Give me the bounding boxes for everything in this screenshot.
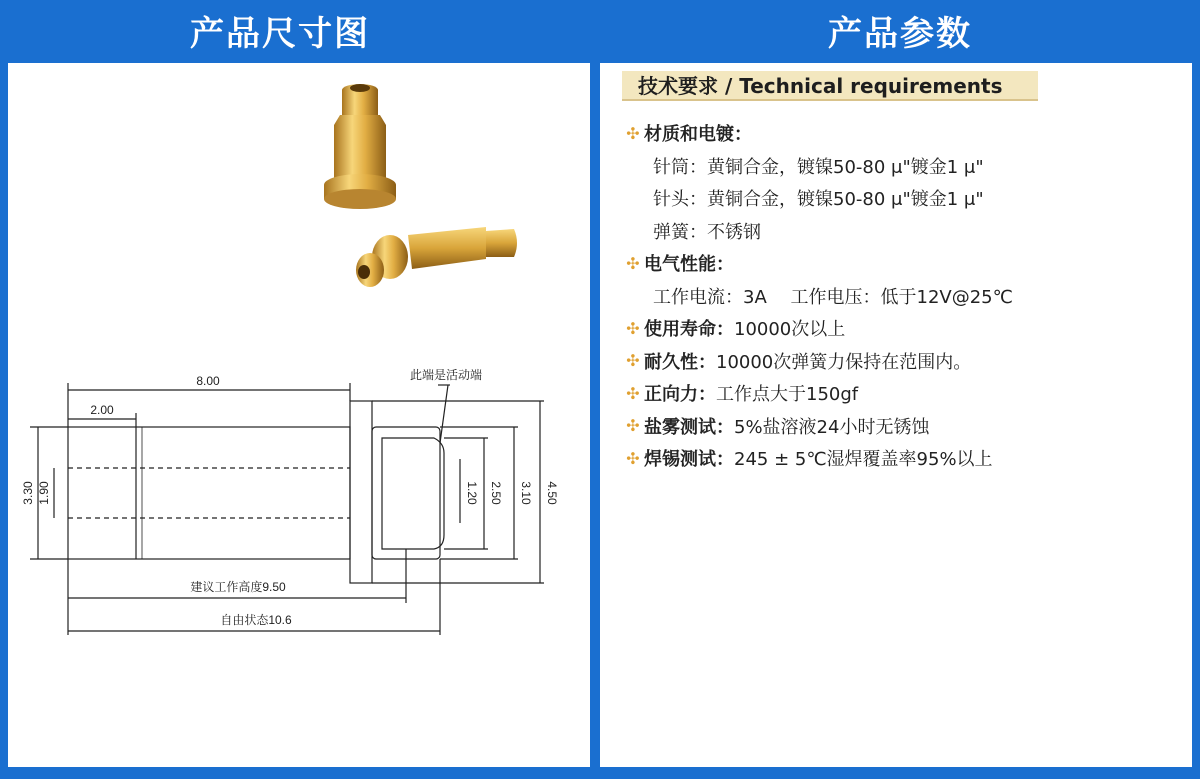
dim-1-20: 1.20 xyxy=(465,481,479,505)
bullet-icon: ✣ xyxy=(626,416,640,436)
spec-spring: 弹簧：不锈钢 xyxy=(653,221,761,243)
spec-life xyxy=(622,312,1182,345)
dimension-panel xyxy=(8,63,590,767)
bullet-icon: ✣ xyxy=(626,383,640,403)
spec-durability xyxy=(622,345,1182,378)
technical-drawing xyxy=(30,383,544,635)
spec-value: 10000次弹簧力保持在范围内。 xyxy=(716,351,972,373)
spec-label: 盐雾测试： xyxy=(644,416,734,438)
spec-force xyxy=(622,377,1182,410)
spec-value: 工作点大于150gf xyxy=(716,384,859,406)
bullet-icon: ✣ xyxy=(626,253,640,273)
spec-electrical xyxy=(622,247,1182,280)
dim-1-90: 1.90 xyxy=(37,481,51,505)
spec-value: 10000次以上 xyxy=(734,319,846,341)
bullet-icon: ✣ xyxy=(626,123,640,143)
spec-list xyxy=(622,117,1182,475)
dim-2-50: 2.50 xyxy=(489,481,503,505)
bullet-icon: ✣ xyxy=(626,318,640,338)
spec-value: 5%盐溶液24小时无锈蚀 xyxy=(734,416,930,438)
spec-salt xyxy=(622,410,1182,443)
left-header: 产品尺寸图 xyxy=(190,13,370,54)
dim-3-30: 3.30 xyxy=(21,481,35,505)
spec-panel xyxy=(600,63,1192,767)
spec-sleeve: 针筒：黄铜合金，镀镍50-80 μ"镀金1 μ" xyxy=(653,156,984,178)
bullet-icon: ✣ xyxy=(626,351,640,371)
pin-photo-upright xyxy=(324,84,396,209)
bullet-icon: ✣ xyxy=(626,448,640,468)
dimension-drawing xyxy=(8,63,590,767)
dim-3-10: 3.10 xyxy=(519,481,533,505)
spec-value: 245 ± 5℃湿焊覆盖率95%以上 xyxy=(734,449,993,471)
spec-label: 耐久性： xyxy=(644,351,716,373)
right-header: 产品参数 xyxy=(828,13,972,54)
dim-2-00: 2.00 xyxy=(90,403,114,417)
dim-4-50: 4.50 xyxy=(545,481,559,505)
pin-photo-lying xyxy=(356,227,517,287)
work-height-label: 建议工作高度9.50 xyxy=(190,580,286,594)
spec-label: 电气性能： xyxy=(644,254,734,276)
spec-label: 焊锡测试： xyxy=(644,449,734,471)
spec-label: 材质和电镀： xyxy=(644,124,752,146)
spec-label: 使用寿命： xyxy=(644,319,734,341)
drawing-labels xyxy=(21,367,559,627)
spec-tip: 针头：黄铜合金，镀镍50-80 μ"镀金1 μ" xyxy=(653,189,984,211)
spec-material xyxy=(622,117,1182,150)
note-active-end: 此端是活动端 xyxy=(410,368,483,382)
spec-label: 正向力： xyxy=(644,384,716,406)
dim-8-00: 8.00 xyxy=(196,374,220,388)
tech-requirements-title: 技术要求 / Technical requirements xyxy=(622,71,1038,101)
spec-electrical-value: 工作电流：3A 工作电压：低于12V@25℃ xyxy=(653,286,1013,308)
free-state-label: 自由状态10.6 xyxy=(220,613,292,627)
spec-solder xyxy=(622,442,1182,475)
